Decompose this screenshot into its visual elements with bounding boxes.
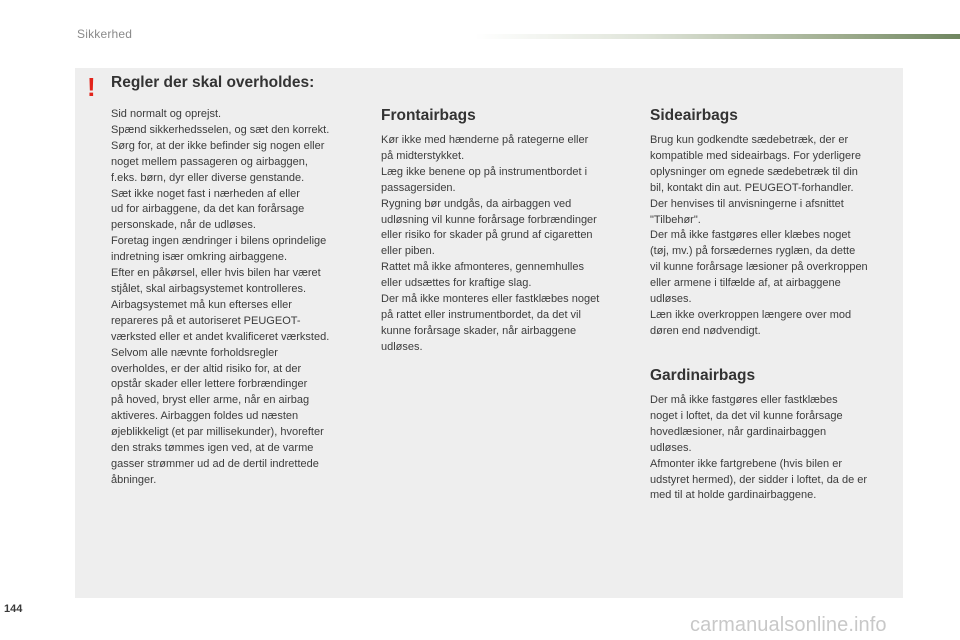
text-line: på midterstykket. [381, 149, 465, 162]
text-line: Selvom alle nævnte forholdsregler [111, 346, 278, 359]
text-line: overholdes, er der altid risiko for, at der [111, 362, 302, 375]
text-line: personskade, når de udløses. [111, 219, 256, 232]
text-line: på rattet eller instrumentbordet, da det vil [381, 308, 581, 321]
text-line: vil kunne forårsage læsioner på overkroppen [650, 261, 868, 274]
text-line: "Tilbehør". [650, 213, 701, 226]
sideairbags-section [650, 106, 900, 340]
text-line: bil, kontakt din aut. PEUGEOT-forhandler. [650, 181, 854, 194]
text-line: udløses. [650, 293, 692, 306]
text-line: Foretag ingen ændringer i bilens oprindelige [111, 235, 327, 248]
section-label: Sikkerhed [77, 27, 133, 41]
text-line: Der henvises til anvisningerne i afsnittet [650, 197, 844, 210]
frontairbags-section [381, 106, 633, 356]
page-number: 144 [4, 603, 23, 615]
text-line: eller armene i tilfælde af, at airbaggene [650, 277, 841, 290]
text-line: f.eks. børn, dyr eller diverse genstande. [111, 171, 305, 184]
text-line: udløses. [650, 441, 692, 454]
text-line: aktiveres. Airbaggen foldes ud næsten [111, 410, 299, 423]
gardinairbags-heading: Gardinairbags [650, 367, 756, 384]
text-line: med til at holde gardinairbaggene. [650, 489, 817, 502]
text-line: udløses. [381, 340, 423, 353]
warning-icon: ! [87, 72, 96, 102]
text-line: eller piben. [381, 245, 435, 258]
gardinairbags-section [650, 366, 900, 504]
watermark: carmanualsonline.info [690, 614, 887, 636]
text-line: gasser strømmer ud ad de dertil indrettede [111, 457, 319, 470]
text-line: udløsning vil kunne forårsage forbrændinger [381, 213, 597, 226]
text-line: Sæt ikke noget fast i nærheden af eller [111, 187, 300, 200]
text-line: (tøj, mv.) på forsædernes ryglæn, da dette [650, 245, 856, 258]
text-line: indretning især omkring airbaggene. [111, 251, 288, 264]
frontairbags-heading: Frontairbags [381, 107, 476, 124]
text-line: Efter en påkørsel, eller hvis bilen har været [111, 267, 321, 280]
text-line: Afmonter ikke fartgrebene (hvis bilen er [650, 457, 842, 470]
text-line: udstyret hermed), der sidder i loftet, da de er [650, 473, 868, 486]
text-line: kunne forårsage skader, når airbaggene [381, 324, 577, 337]
text-line: Der må ikke fastgøres eller fastklæbes [650, 394, 838, 406]
text-line: øjeblikkeligt (et par millisekunder), hvorefter [111, 426, 324, 439]
text-line: hovedlæsioner, når gardinairbaggen [650, 425, 827, 438]
text-line: stjålet, skal airbagsystemet kontrolleres. [111, 282, 307, 295]
general-rules-column [111, 107, 363, 489]
text-line: repareres på et autoriseret PEUGEOT- [111, 314, 301, 327]
text-line: Sørg for, at der ikke befinder sig nogen eller [111, 139, 325, 152]
text-line: Airbagsystemet må kun efterses eller [111, 298, 292, 311]
text-line: Der må ikke fastgøres eller klæbes noget [650, 229, 851, 242]
text-line: den straks tømmes igen ved, at de varme [111, 442, 314, 455]
text-line: Kør ikke med hænderne på rategerne eller [381, 134, 589, 146]
text-line: oplysninger om egnede sædebetræk til din [650, 165, 858, 178]
header-rule [475, 34, 960, 39]
text-line: Der må ikke monteres eller fastklæbes noget [381, 293, 600, 306]
text-line: kompatible med sideairbags. For yderligere [650, 149, 861, 162]
text-line: passagersiden. [381, 181, 456, 194]
text-line: på hoved, bryst eller arme, når en airbag [111, 394, 310, 407]
panel-title: Regler der skal overholdes: [111, 74, 315, 91]
text-line: Sid normalt og oprejst. [111, 108, 222, 120]
text-line: døren end nødvendigt. [650, 324, 761, 337]
text-line: Læn ikke overkroppen længere over mod [650, 308, 852, 321]
text-line: Spænd sikkerhedsselen, og sæt den korrekt. [111, 123, 330, 136]
text-line: opstår skader eller lettere forbrændinger [111, 378, 308, 391]
text-line: eller risiko for skader på grund af cigaretten [381, 229, 593, 242]
text-line: noget mellem passageren og airbaggen, [111, 155, 308, 168]
text-line: noget i loftet, da det vil kunne forårsage [650, 409, 843, 422]
text-line: Brug kun godkendte sædebetræk, der er [650, 134, 849, 146]
text-line: Rygning bør undgås, da airbaggen ved [381, 197, 572, 210]
text-line: Rattet må ikke afmonteres, gennemhulles [381, 261, 584, 274]
text-line: åbninger. [111, 473, 157, 486]
text-line: eller udsættes for kraftige slag. [381, 277, 532, 290]
sideairbags-heading: Sideairbags [650, 107, 738, 124]
text-line: værksted eller et andet kvalificeret værksted. [111, 330, 330, 343]
text-line: Læg ikke benene op på instrumentbordet i [381, 165, 588, 178]
text-line: ud for airbaggene, da det kan forårsage [111, 203, 305, 216]
